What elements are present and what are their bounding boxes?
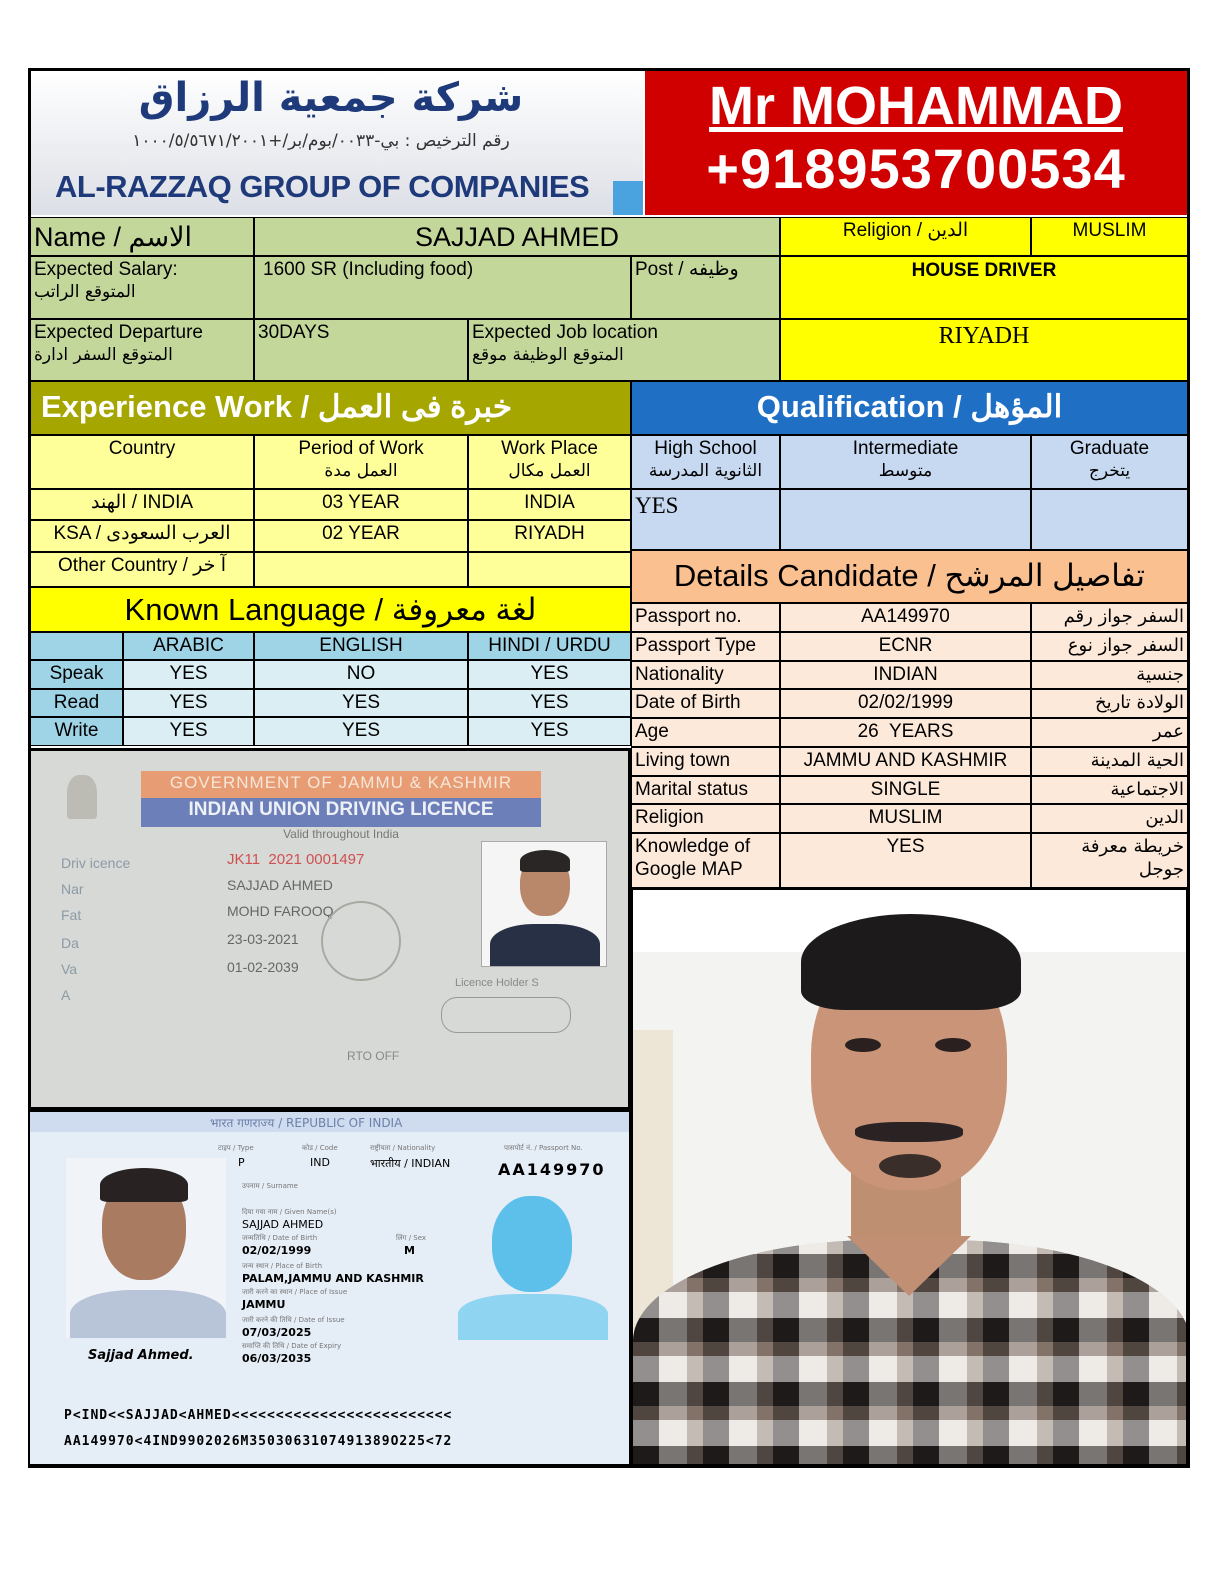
post-value: HOUSE DRIVER xyxy=(780,256,1188,319)
grad-ar: يتخرج xyxy=(1088,461,1131,481)
photo-eye-left xyxy=(845,1038,881,1052)
licence-name: SAJJAD AHMED xyxy=(227,877,333,893)
licence-father: MOHD FAROOQ xyxy=(227,903,334,919)
contact-name: Mr MOHAMMAD xyxy=(709,76,1123,136)
experience-country: KSA / العرب السعودى xyxy=(30,520,254,552)
photo-eye-right xyxy=(935,1038,971,1052)
passport-dob: 02/02/1999 xyxy=(242,1244,312,1257)
licence-photo-body xyxy=(490,924,600,967)
driving-licence-card xyxy=(28,748,631,1110)
place-ar: العمل مكال xyxy=(508,461,591,481)
details-label: Passport Type xyxy=(631,632,780,661)
details-arabic: الدين xyxy=(1031,804,1188,833)
details-arabic: السفر جواز نوع xyxy=(1031,632,1188,661)
passport-given-label: दिया गया नाम / Given Name(s) xyxy=(242,1208,337,1216)
salary-label xyxy=(30,256,254,319)
photo-side-panel xyxy=(633,1030,673,1330)
experience-country: الهند / INDIA xyxy=(30,489,254,520)
qualification-col-graduate xyxy=(1031,435,1188,489)
language-value: NO xyxy=(254,660,468,689)
language-value: YES xyxy=(468,660,631,689)
details-label: Religion xyxy=(631,804,780,833)
logo-accent xyxy=(613,181,643,215)
details-arabic: الولادة تاريخ xyxy=(1031,689,1188,718)
licence-title: INDIAN UNION DRIVING LICENCE xyxy=(188,799,494,820)
details-value: MUSLIM xyxy=(780,804,1031,833)
passport-poi-label: जारी करने का स्थान / Place of Issue xyxy=(242,1288,348,1296)
experience-period: 02 YEAR xyxy=(254,520,468,552)
experience-period: 03 YEAR xyxy=(254,489,468,520)
photo-hair xyxy=(801,914,1021,1010)
passport-sex: M xyxy=(404,1244,415,1257)
name-value: SAJJAD AHMED xyxy=(254,217,780,256)
passport-doe: 06/03/2035 xyxy=(242,1352,312,1365)
photo-moustache xyxy=(855,1122,963,1142)
details-value: JAMMU AND KASHMIR xyxy=(780,747,1031,776)
departure-label-ar: المتوقع السفر ادارة xyxy=(34,345,173,365)
language-corner xyxy=(30,632,123,660)
passport-nat-label: राष्ट्रीयता / Nationality xyxy=(370,1144,436,1152)
licence-field-label: Driv icence xyxy=(61,855,131,871)
experience-col-place xyxy=(468,435,631,489)
details-arabic: الاجتماعية xyxy=(1031,776,1188,804)
passport-given-name: SAJJAD AHMED xyxy=(242,1218,324,1231)
qualification-grad-value xyxy=(1031,489,1188,550)
licence-issue: 23-03-2021 xyxy=(227,931,299,947)
period-en: Period of Work xyxy=(298,438,424,459)
departure-value: 30DAYS xyxy=(254,319,468,381)
details-value: AA149970 xyxy=(780,603,1031,632)
passport-code: IND xyxy=(310,1156,330,1169)
details-label: Passport no. xyxy=(631,603,780,632)
passport-poi: JAMMU xyxy=(242,1298,286,1311)
details-value: SINGLE xyxy=(780,776,1031,804)
details-label: Marital status xyxy=(631,776,780,804)
passport-no-label: पासपोर्ट नं. / Passport No. xyxy=(504,1144,583,1152)
location-label-ar: المتوقع الوظيفة موقع xyxy=(472,345,624,365)
details-value: ECNR xyxy=(780,632,1031,661)
experience-place: INDIA xyxy=(468,489,631,520)
religion-value: MUSLIM xyxy=(1031,217,1188,256)
language-value: YES xyxy=(123,689,254,717)
qualification-col-high xyxy=(631,435,780,489)
passport-doe-label: समाप्ति की तिथि / Date of Expiry xyxy=(242,1342,342,1350)
details-label: Date of Birth xyxy=(631,689,780,718)
details-label: Knowledge of Google MAP xyxy=(631,833,780,888)
experience-country: Other Country / آ خر xyxy=(30,552,254,587)
passport-sex-label: लिंग / Sex xyxy=(396,1234,427,1242)
passport-photo xyxy=(66,1158,226,1338)
language-row-label: Speak xyxy=(30,660,123,689)
experience-period xyxy=(254,552,468,587)
licence-signature-box xyxy=(441,997,571,1033)
qualification-inter-value xyxy=(780,489,1031,550)
passport-pob-label: जन्म स्थान / Place of Birth xyxy=(242,1262,323,1270)
salary-label-ar: المتوقع الراتب xyxy=(34,282,136,302)
passport-pob: PALAM,JAMMU AND KASHMIR xyxy=(242,1272,424,1285)
salary-value: 1600 SR (Including food) xyxy=(254,256,631,319)
qualification-high-value: YES xyxy=(631,489,780,550)
licence-photo-hair xyxy=(520,850,570,872)
ghost-head xyxy=(492,1196,572,1292)
details-arabic: خريطة معرفة جوجل xyxy=(1031,833,1188,888)
passport-mrz-line1: P<IND<<SAJJAD<AHMED<<<<<<<<<<<<<<<<<<<<<<<<< xyxy=(64,1408,453,1423)
licence-field-label: Va xyxy=(61,961,78,977)
licence-field-label: Nar xyxy=(61,881,84,897)
licence-valid: Valid throughout India xyxy=(283,827,399,841)
high-en: High School xyxy=(654,438,757,459)
high-ar: الثانوية المدرسة xyxy=(648,461,763,481)
language-title: Known Language / لغة معروفة xyxy=(30,587,631,632)
details-value: INDIAN xyxy=(780,661,1031,689)
grad-en: Graduate xyxy=(1069,438,1150,459)
contact-phone: +918953700534 xyxy=(706,137,1126,200)
qualification-title: Qualification / المؤهل xyxy=(631,381,1188,435)
passport-number: AA149970 xyxy=(498,1160,606,1179)
passport-photo-body xyxy=(70,1290,226,1338)
inter-ar: متوسط xyxy=(878,461,933,481)
language-value: YES xyxy=(468,689,631,717)
logo-arabic-name: شركة جمعية الرزاق xyxy=(138,75,524,121)
passport-mrz-line2: AA149970<4IND9902026M3503063107491389O225<72 xyxy=(64,1434,453,1449)
licence-government: GOVERNMENT OF JAMMU & KASHMIR xyxy=(169,773,513,792)
licence-field-label: Fat xyxy=(61,907,82,923)
passport-photo-hair xyxy=(100,1168,188,1202)
location-value: RIYADH xyxy=(780,319,1188,381)
location-label-en: Expected Job location xyxy=(472,322,658,343)
details-arabic: جنسية xyxy=(1031,661,1188,689)
contact-banner xyxy=(645,71,1187,215)
details-value: YES xyxy=(780,833,1031,888)
licence-field-label: Da xyxy=(61,935,79,951)
language-value: YES xyxy=(123,660,254,689)
licence-number: JK11 2021 0001497 xyxy=(227,851,365,868)
name-label: Name / الاسم xyxy=(30,217,254,256)
details-arabic: الحية المدينة xyxy=(1031,747,1188,776)
details-label: Nationality xyxy=(631,661,780,689)
passport-signature: Sajjad Ahmed. xyxy=(88,1348,194,1363)
passport-nationality: भारतीय / INDIAN xyxy=(370,1157,451,1170)
departure-label xyxy=(30,319,254,381)
experience-col-period xyxy=(254,435,468,489)
post-label: Post / وظيفه xyxy=(631,256,780,319)
passport-doi: 07/03/2025 xyxy=(242,1326,312,1339)
experience-place: RIYADH xyxy=(468,520,631,552)
qualification-col-intermediate xyxy=(780,435,1031,489)
period-ar: العمل مدة xyxy=(324,461,398,481)
passport-type-label: टाइप / Type xyxy=(218,1144,254,1152)
passport-surname-label: उपनाम / Surname xyxy=(242,1182,298,1190)
photo-beard xyxy=(879,1154,941,1178)
ghost-body xyxy=(458,1294,608,1340)
language-value: YES xyxy=(123,717,254,746)
language-value: YES xyxy=(254,689,468,717)
details-value: 02/02/1999 xyxy=(780,689,1031,718)
company-name: AL-RAZZAQ GROUP OF COMPANIES xyxy=(55,169,590,204)
emblem-icon xyxy=(67,775,97,819)
location-label xyxy=(468,319,780,381)
passport-dob-label: जन्मतिथि / Date of Birth xyxy=(242,1234,318,1242)
licence-seal xyxy=(321,901,401,981)
passport-ghost-image xyxy=(458,1180,608,1340)
religion-label: Religion / الدين xyxy=(780,217,1031,256)
details-label: Living town xyxy=(631,747,780,776)
license-number: رقم الترخيص : بي-٠٠٣٣/بوم/بر/+١٠٠٠/٥/٥٦٧١/٢٠٠١ xyxy=(132,131,510,151)
licence-holder-signature: Licence Holder S xyxy=(455,977,539,989)
details-arabic: السفر جواز رقم xyxy=(1031,603,1188,632)
salary-label-en: Expected Salary: xyxy=(34,259,178,280)
experience-col-country: Country xyxy=(30,435,254,489)
language-row-label: Write xyxy=(30,717,123,746)
language-value: YES xyxy=(468,717,631,746)
passport-type: P xyxy=(238,1156,245,1169)
experience-title: Experience Work / خبرة فى العمل xyxy=(30,381,631,435)
licence-validity: 01-02-2039 xyxy=(227,959,299,975)
experience-place xyxy=(468,552,631,587)
candidate-photo xyxy=(631,888,1188,1466)
licence-photo xyxy=(481,841,607,967)
language-col-hindi: HINDI / URDU xyxy=(468,632,631,660)
licence-field-label: A xyxy=(61,987,71,1003)
passport-page xyxy=(28,1110,631,1466)
passport-code-label: कोड / Code xyxy=(302,1144,338,1152)
licence-footer: RTO OFF xyxy=(347,1049,400,1063)
language-col-english: ENGLISH xyxy=(254,632,468,660)
language-row-label: Read xyxy=(30,689,123,717)
details-label: Age xyxy=(631,718,780,747)
language-col-arabic: ARABIC xyxy=(123,632,254,660)
company-logo xyxy=(31,71,643,215)
details-arabic: عمر xyxy=(1031,718,1188,747)
passport-country: भारत गणराज्य / REPUBLIC OF INDIA xyxy=(210,1116,403,1130)
details-value: 26 YEARS xyxy=(780,718,1031,747)
inter-en: Intermediate xyxy=(852,438,959,459)
place-en: Work Place xyxy=(501,438,598,459)
language-value: YES xyxy=(254,717,468,746)
passport-doi-label: जारी करने की तिथि / Date of Issue xyxy=(242,1316,345,1324)
departure-label-en: Expected Departure xyxy=(34,322,203,343)
details-title: Details Candidate / تفاصيل المرشح xyxy=(631,550,1188,603)
